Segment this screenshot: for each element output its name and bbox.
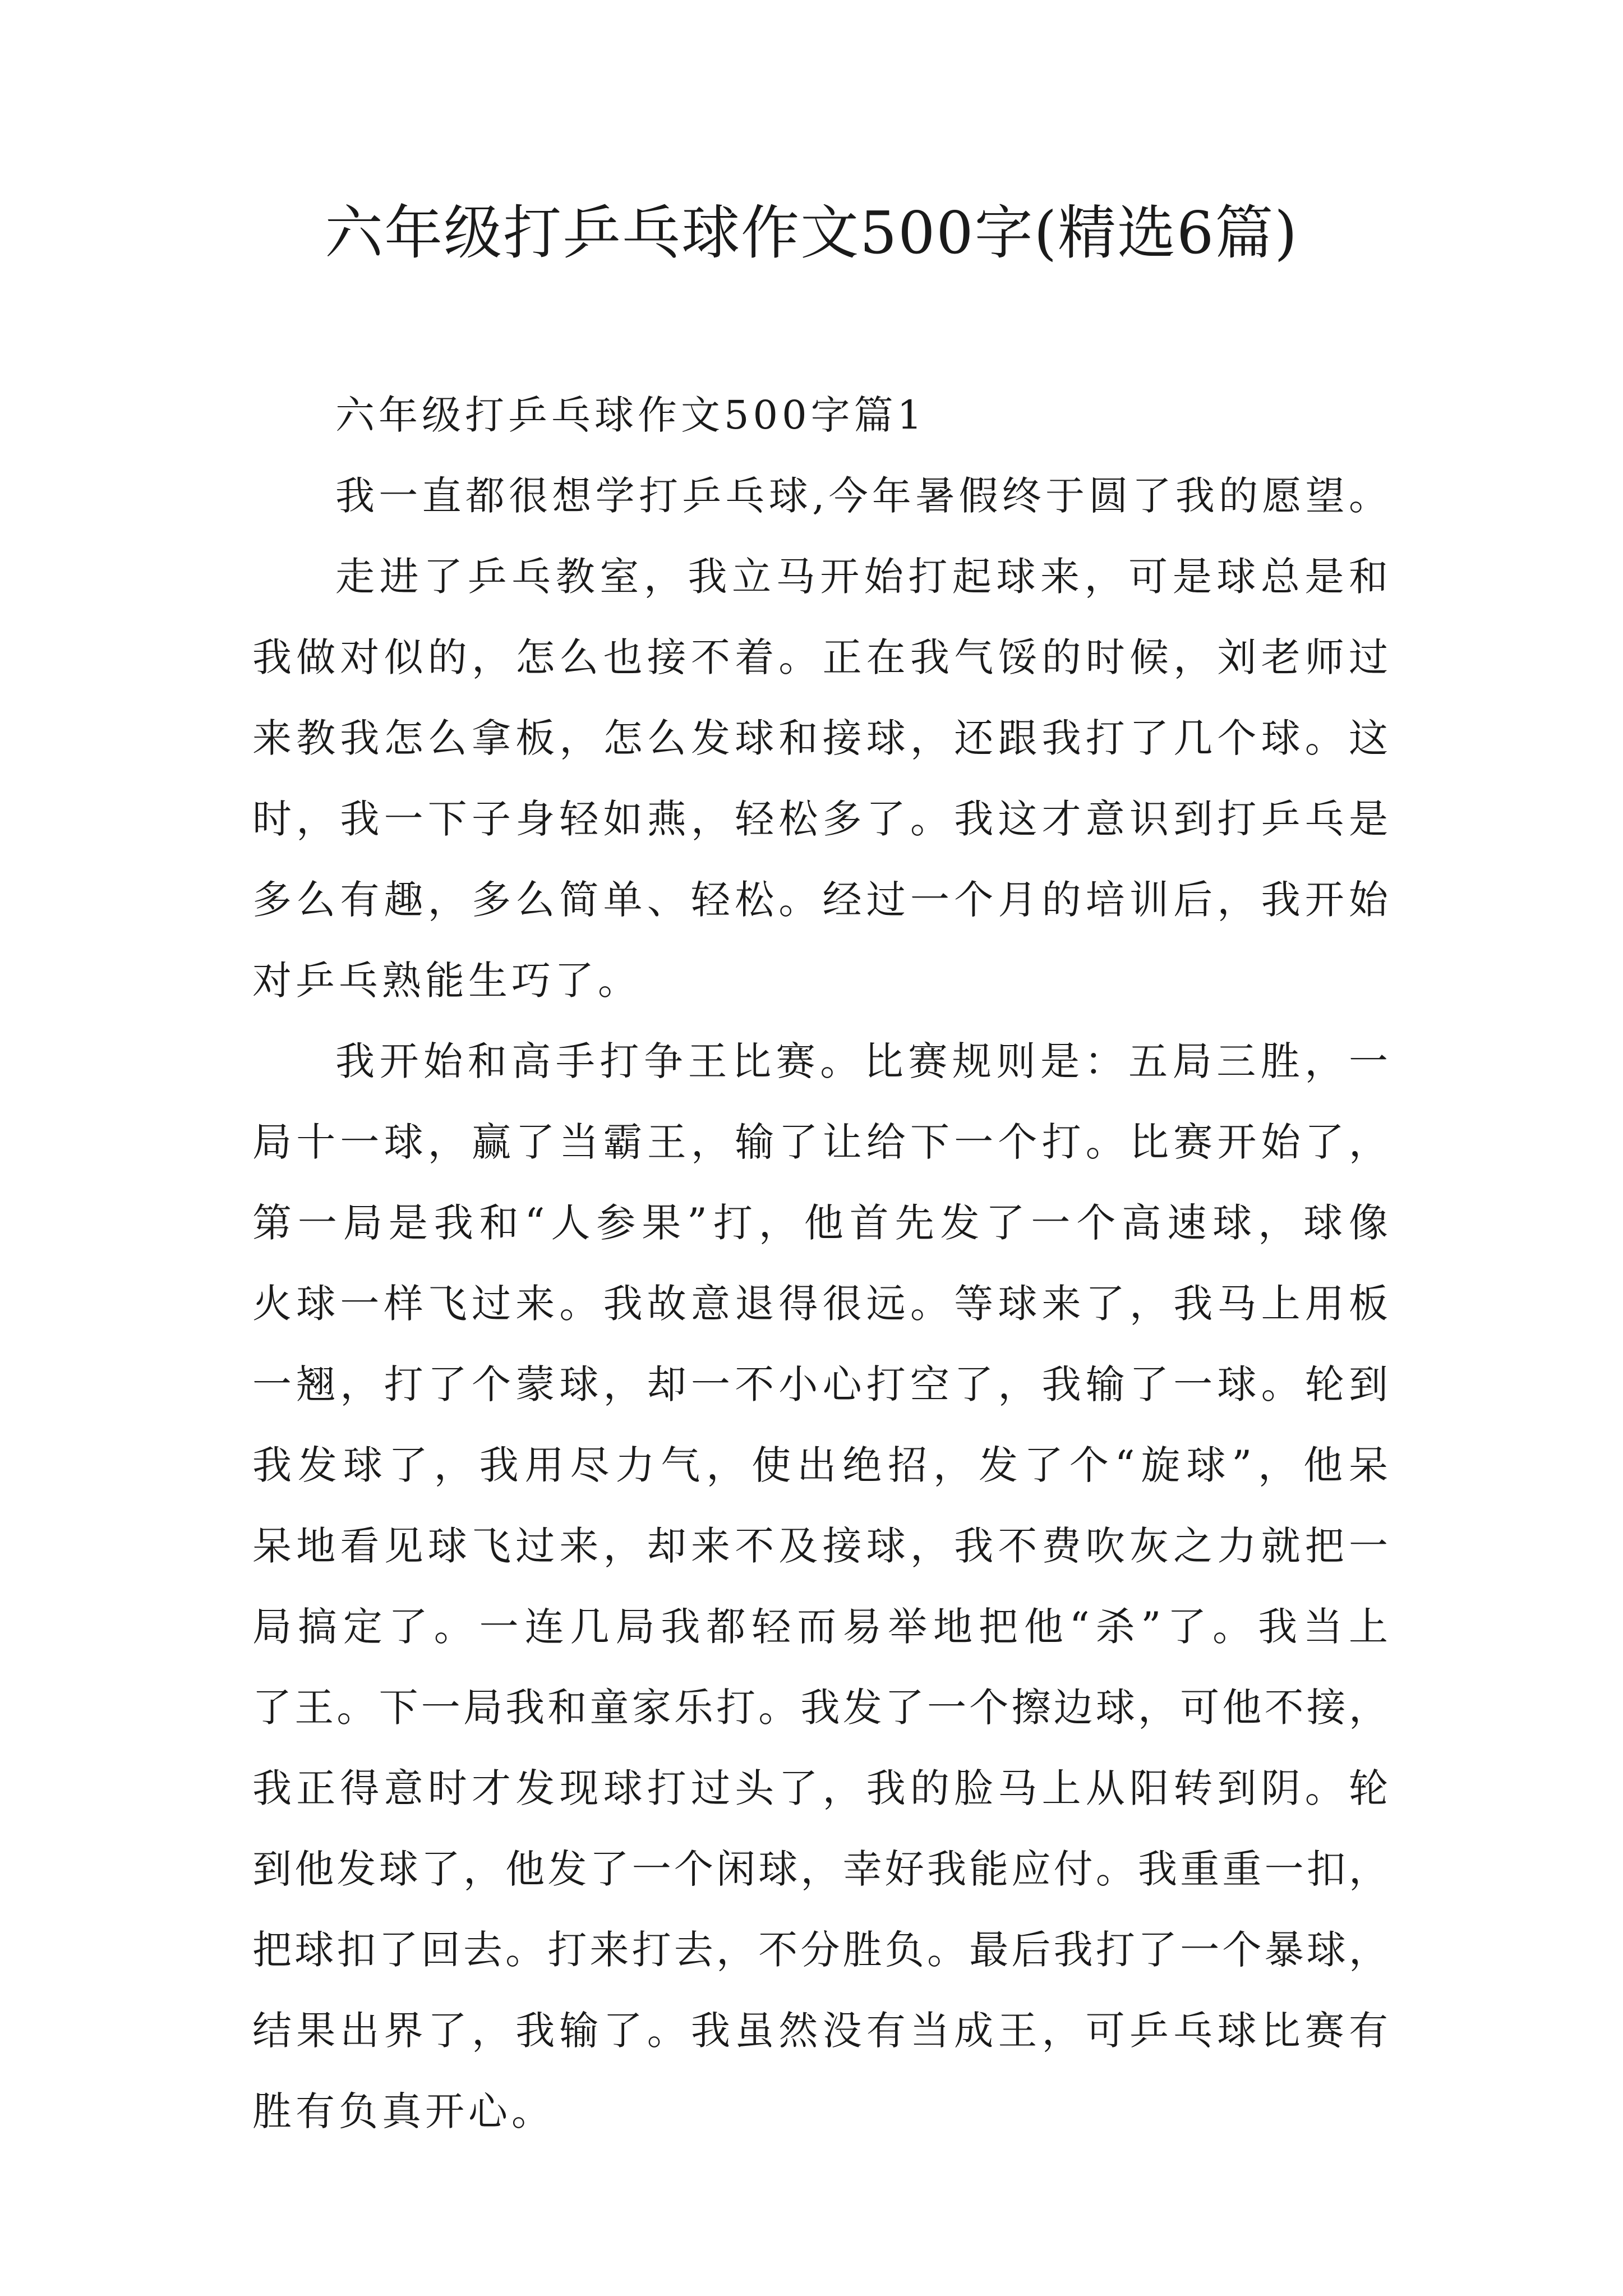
paragraph-line: 第一局是我和“人参果”打，他首先发了一个高速球，球像 (252, 1200, 1388, 1246)
paragraph-line: 来教我怎么拿板，怎么发球和接球，还跟我打了几个球。这 (252, 715, 1388, 761)
paragraph-line: 对乒乓熟能生巧了。 (252, 958, 641, 1004)
paragraph-line: 一翘，打了个蒙球，却一不小心打空了，我输了一球。轮到 (252, 1361, 1388, 1407)
paragraph-line: 局搞定了。一连几局我都轻而易举地把他“杀”了。我当上 (252, 1604, 1388, 1650)
paragraph-3 (252, 1021, 1388, 2152)
paragraph-line: 我做对似的，怎么也接不着。正在我气馁的时候，刘老师过 (252, 634, 1388, 680)
paragraph-line: 走进了乒乓教室，我立马开始打起球来，可是球总是和 (335, 554, 1388, 600)
paragraph-line: 我发球了，我用尽力气，使出绝招，发了个“旋球”，他呆 (252, 1442, 1388, 1488)
section-heading: 六年级打乒乓球作文500字篇1 (335, 392, 926, 438)
paragraph-1 (252, 455, 1388, 536)
paragraph-line: 到他发球了，他发了一个闲球，幸好我能应付。我重重一扣， (252, 1846, 1388, 1892)
paragraph-line: 了王。下一局我和童家乐打。我发了一个擦边球，可他不接， (252, 1685, 1388, 1731)
paragraph-line: 我一直都很想学打乒乓球,今年暑假终于圆了我的愿望。 (335, 473, 1388, 519)
document-body (252, 375, 1388, 2152)
paragraph-line: 我开始和高手打争王比赛。比赛规则是：五局三胜，一 (335, 1038, 1388, 1084)
paragraph-line: 局十一球，赢了当霸王，输了让给下一个打。比赛开始了， (252, 1119, 1388, 1165)
paragraph-line: 结果出界了，我输了。我虽然没有当成王，可乒乓球比赛有 (252, 2008, 1388, 2054)
paragraph-line: 火球一样飞过来。我故意退得很远。等球来了，我马上用板 (252, 1281, 1388, 1327)
paragraph-line: 胜有负真开心。 (252, 2088, 555, 2134)
paragraph-line: 多么有趣，多么简单、轻松。经过一个月的培训后，我开始 (252, 877, 1388, 923)
paragraph-line: 时，我一下子身轻如燕，轻松多了。我这才意识到打乒乓是 (252, 796, 1388, 842)
paragraph-line: 呆地看见球飞过来，却来不及接球，我不费吹灰之力就把一 (252, 1523, 1388, 1569)
paragraph-line: 我正得意时才发现球打过头了，我的脸马上从阳转到阴。轮 (252, 1765, 1388, 1811)
paragraph-line: 把球扣了回去。打来打去，不分胜负。最后我打了一个暴球， (252, 1927, 1388, 1973)
paragraph-2 (252, 536, 1388, 1021)
document-title: 六年级打乒乓球作文500字(精选6篇) (325, 199, 1298, 267)
